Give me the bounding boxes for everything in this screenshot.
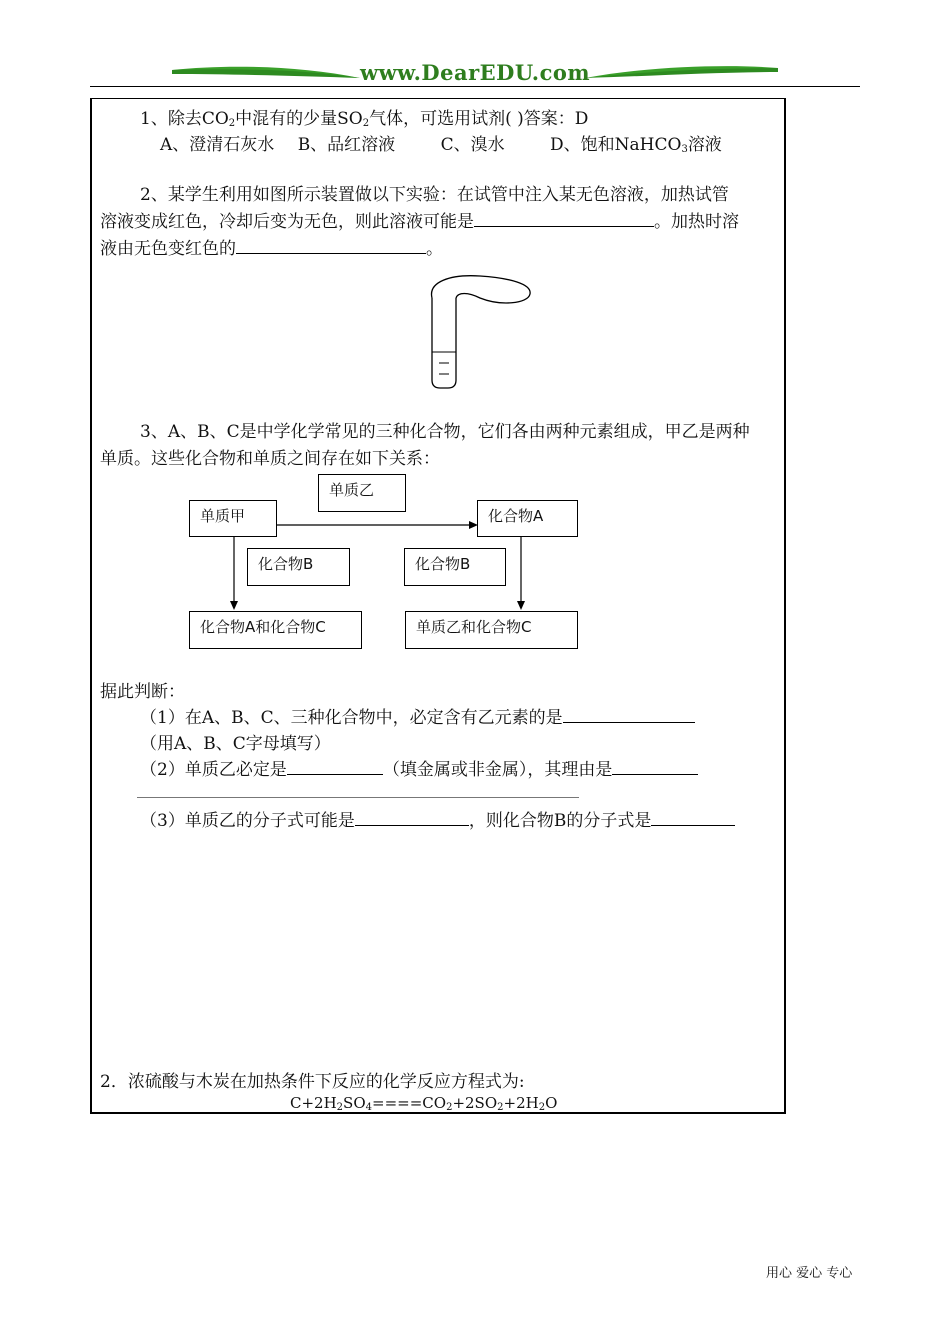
q1-line1: 1、除去CO2中混有的少量SO2气体，可选用试剂( )答案：D [140, 109, 589, 129]
q2-blank-2[interactable] [236, 239, 426, 254]
q2-blank-1[interactable] [474, 212, 654, 227]
header-rule [90, 86, 860, 87]
q3-line2: 单质。这些化合物和单质之间存在如下关系： [100, 449, 440, 469]
q3-sub1-note: （用A、B、C字母填写） [140, 734, 331, 754]
q1-options [160, 130, 722, 155]
q4-equation: C+2H2SO4====CO2+2SO2+2H2O [290, 1094, 558, 1113]
q3-blank-5[interactable] [651, 811, 735, 826]
q3-blank-4[interactable] [355, 811, 469, 826]
q1-option-b: B、品红溶液 [297, 135, 396, 155]
box-element-yi-and-compound-c: 单质乙和化合物C [405, 611, 578, 649]
logo-text: www.DearEDU.com [360, 60, 591, 85]
q1-option-c: C、溴水 [440, 135, 505, 155]
q3-line1: 3、A、B、C是中学化学常见的三种化合物，它们各由两种元素组成，甲乙是两种 [140, 422, 750, 442]
q1-option-d: D、饱和NaHCO3溶液 [550, 135, 722, 155]
box-compound-b-left: 化合物B [247, 548, 350, 586]
box-compound-a: 化合物A [477, 500, 578, 537]
q3-sub1: （1）在A、B、C、三种化合物中，必定含有乙元素的是 [140, 703, 695, 728]
q4-line1: 2．浓硫酸与木炭在加热条件下反应的化学反应方程式为: [100, 1072, 525, 1092]
q3-sub2: （2）单质乙必定是 （填金属或非金属），其理由是 [140, 755, 698, 780]
q3-blank-2[interactable] [287, 760, 383, 775]
q3-blank-1[interactable] [563, 708, 695, 723]
q3-reason-line[interactable] [137, 797, 579, 798]
q3-blank-3[interactable] [612, 760, 698, 775]
box-compound-b-right: 化合物B [404, 548, 506, 586]
q2-line2: 溶液变成红色，冷却后变为无色，则此溶液可能是 。加热时溶 [100, 212, 739, 232]
q2-line1: 2、某学生利用如图所示装置做以下实验：在试管中注入某无色溶液，加热试管 [140, 185, 729, 205]
box-element-jia: 单质甲 [189, 500, 277, 537]
test-tube-figure [420, 268, 540, 393]
q3-judge-label: 据此判断： [100, 682, 185, 702]
footer-slogan: 用心 爱心 专心 [766, 1266, 853, 1281]
box-compound-a-and-c: 化合物A和化合物C [189, 611, 362, 649]
q2-line3: 液由无色变红色的 。 [100, 239, 443, 259]
header-logo [170, 58, 780, 88]
q1-option-a: A、澄清石灰水 [160, 135, 275, 155]
box-element-yi: 单质乙 [318, 474, 406, 512]
q3-sub3: （3）单质乙的分子式可能是 ，则化合物B的分子式是 [140, 806, 735, 831]
